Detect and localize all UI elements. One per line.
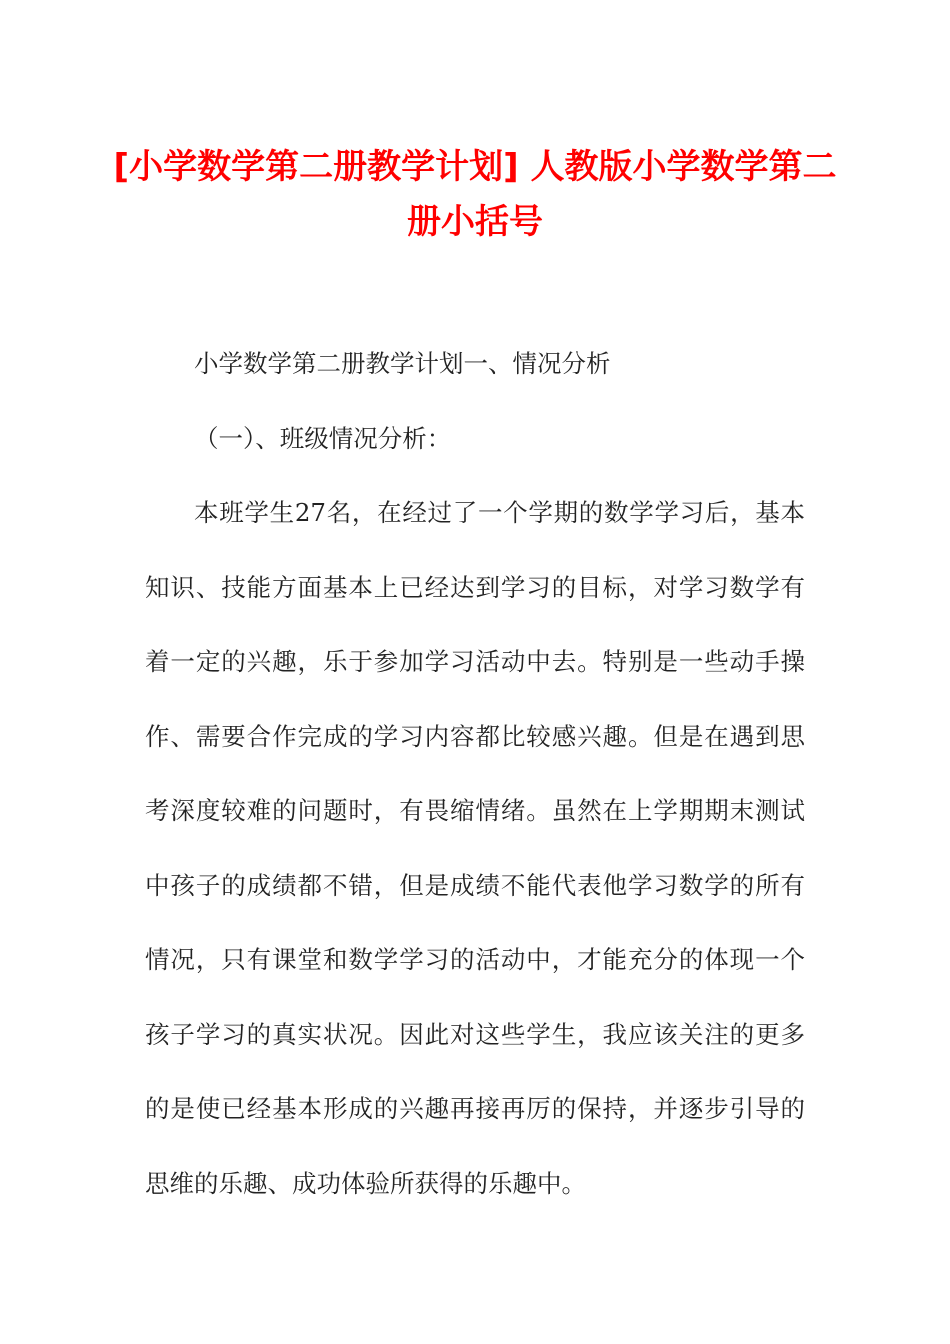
document-body [145,327,805,1221]
subsection-heading: （一）、班级情况分析： [194,423,452,453]
document-title: [小学数学第二册教学计划] 人教版小学数学第二册小括号 [113,147,837,242]
body-paragraph: 本班学生27名，在经过了一个学期的数学学习后，基本知识、技能方面基本上已经达到学习的目标，对学习数学有着一定的兴趣，乐于参加学习活动中去。特别是一些动手操作、需要合作完成的学习内容都比较感兴趣。但是在遇到思考深度较难的问题时，有畏缩情绪。虽然在上学期期末测试中孩子的成绩都不错，但是成绩不能代表他学习数学的所有情况，只有课堂和数学学习的活动中，才能充分的体现一个孩子学习的真实状况。因此对这些学生，我应该关注的更多的是使已经基本形成的兴趣再接再厉的保持，并逐步引导的思维的乐趣、成功体验所获得的乐趣中。 [145,498,805,1198]
section-heading: 小学数学第二册教学计划一、情况分析 [194,349,611,378]
